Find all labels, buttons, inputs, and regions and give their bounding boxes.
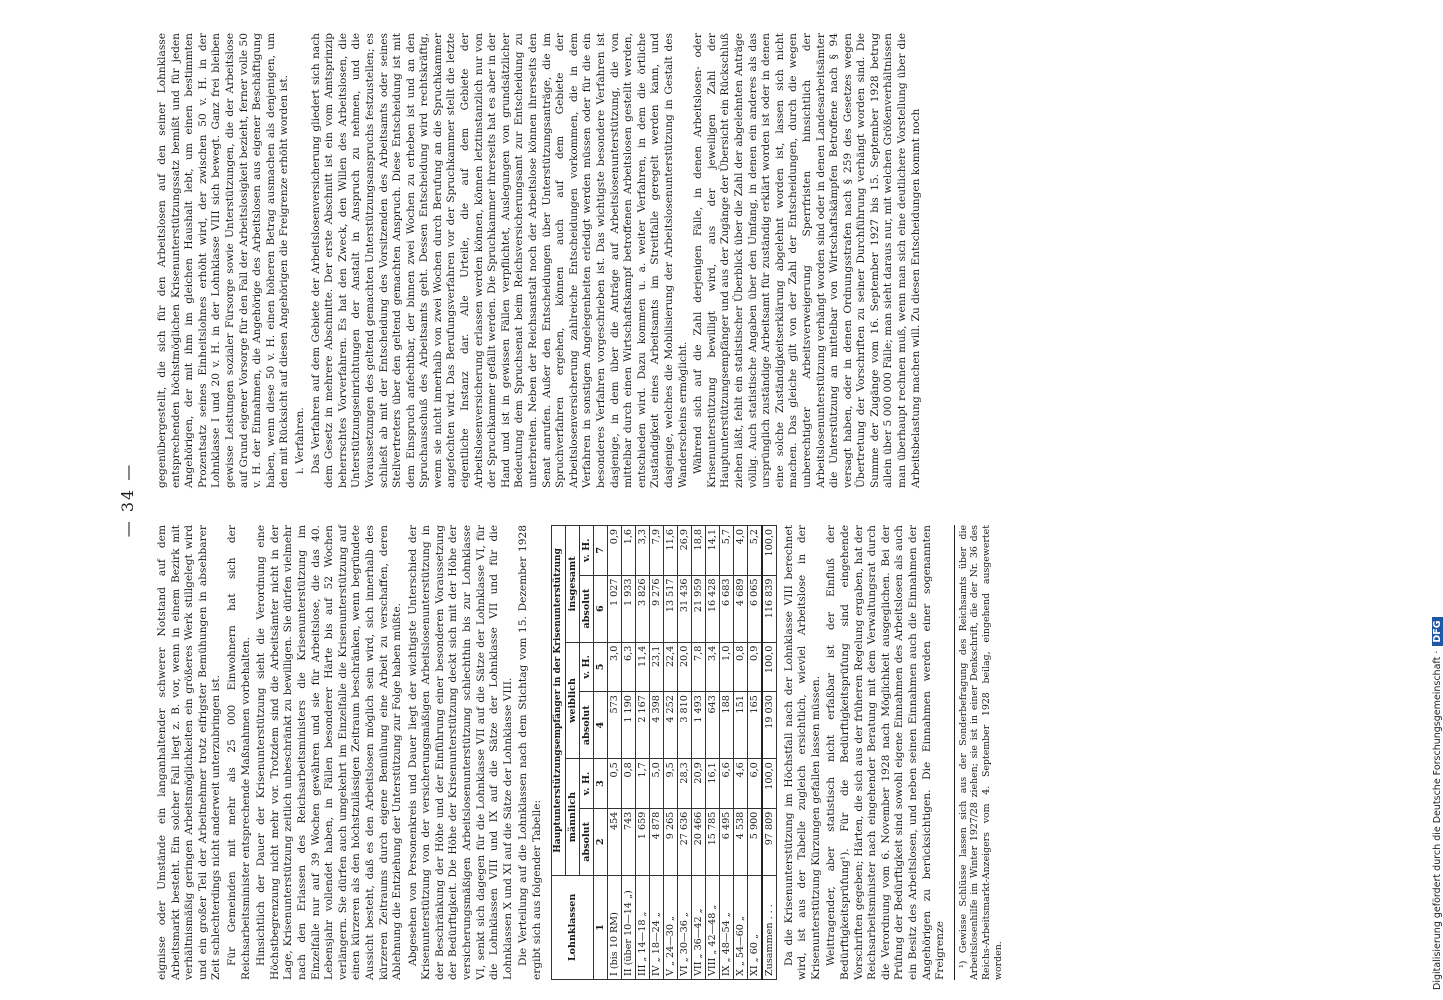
table-row [635, 526, 649, 980]
table-cell: 11,6 [663, 526, 677, 576]
table-header-vh: v. H. [579, 759, 593, 808]
table-cell: 1 027 [607, 575, 621, 642]
table-cell: 6 065 [747, 575, 762, 642]
table-cell: 454 [607, 808, 621, 875]
table-cell: 28,3 [677, 759, 691, 808]
table-header-vh: v. H. [579, 526, 593, 576]
table-cell: 4 398 [649, 692, 663, 759]
table-row [733, 526, 747, 980]
table-cell: 0,9 [747, 642, 762, 691]
table-cell: 15 785 [705, 808, 719, 875]
table-cell: 7,8 [691, 642, 705, 691]
table-row [677, 526, 691, 980]
table-cell: 23,1 [649, 642, 663, 691]
table-column-number: 3 [593, 759, 607, 808]
footnote-text: ¹) Gewisse Schlüsse lassen sich aus der Sonderbefragung des Reichsamts über die Arbeitslosenhilfe im Winter 1927/28 ziehen; sie ist in einer Denkschrift, die der Nr. 36 des Reichs-Arbeitsmarkt-Anzeigers vom 4. September 1928 beilag, eingehend ausgewertet worden. [957, 525, 1004, 980]
table-cell-lohnklasse: II (über 10—14 „) [621, 875, 635, 979]
table-cell: 9 265 [663, 808, 677, 875]
table-cell: 3,3 [635, 526, 649, 576]
table-header-insgesamt: insgesamt [565, 526, 579, 643]
table-cell: 1,0 [719, 642, 733, 691]
table-header-weiblich: weiblich [565, 642, 579, 759]
paragraph: Während sich auf die Zahl derjenigen Fälle, in denen Arbeitslosen- oder Krisenunterstützung bewilligt wird, aus der jeweiligen Zahl der Hauptunterstützungsempfänger und aus der Zugänge der Übersicht ein Rückschluß ziehen läßt, fehlt ein statistischer Überblick über die Zahl der abgelehnten Anträge völlig. Auch statistische Angaben über den Umfang, in denen ein anderes als das ursprünglich zuständige Arbeitsamt für zuständig erklärt worden ist oder in denen eine solche Zuständigkeitserklärung abgelehnt worden ist, lassen sich nicht machen. Das gleiche gilt von der Zahl der Entscheidungen, durch die wegen unberechtigter Arbeitsverweigerung Sperrfristen hinsichtlich der Arbeitslosenunterstützung verhängt worden sind oder in denen Landesarbeitsämter die Unterstützung an mittelbar von Wirtschaftskämpfen Betroffene nach § 94 versagt haben, oder in denen Ordnungsstrafen nach § 259 des Gesetzes wegen Übertretung der Vorschriften zu seiner Durchführung verhängt worden sind. Die Summe der Zugänge vom 16. September 1927 bis 15. September 1928 betrug allein über 5 000 000 Fälle; man sieht daraus nur, mit welchen Größenverhältnissen man überhaupt rechnen muß, wenn man sich eine deutlichere Vorstellung über die Arbeitsbelastung machen will. Zu diesen Entscheidungen kommt noch [692, 33, 922, 488]
table-cell: 2 167 [635, 692, 649, 759]
table-cell: 1,7 [635, 759, 649, 808]
table-cell: 1 659 [635, 808, 649, 875]
table-header-absolut: absolut [579, 808, 593, 875]
table-cell: 26,9 [677, 526, 691, 576]
table-cell: 3,0 [607, 642, 621, 691]
section-heading: i. Verfahren. [293, 407, 306, 474]
table-cell-total: 116 839 [762, 575, 777, 642]
table-cell: 188 [719, 692, 733, 759]
table-cell: 22,4 [663, 642, 677, 691]
table-cell: 6 495 [719, 808, 733, 875]
table-cell-total: 100,0 [762, 526, 777, 576]
table-cell: 20,9 [691, 759, 705, 808]
table-cell: 6,6 [719, 759, 733, 808]
left-column [156, 525, 1004, 980]
table-cell: 18,8 [691, 526, 705, 576]
table-cell: 1 493 [691, 692, 705, 759]
table-cell: 0,8 [621, 759, 635, 808]
table-row [607, 526, 621, 980]
table-header-lohnklassen: Lohnklassen [551, 875, 593, 979]
table-cell-total: 97 809 [762, 808, 777, 875]
table-cell-lohnklasse: III „ 14—18 „ [635, 875, 649, 979]
table-cell: 16,1 [705, 759, 719, 808]
paragraph: Da die Krisenunterstützung im Höchstfall nach der Lohnklasse VIII berechnet wird, ist aus der Tabelle zugleich ersichtlich, wieviel Arbeitslose in der Krisenunterstützung Kürzungen gefallen lassen müssen. [782, 525, 822, 980]
table-row [705, 526, 719, 980]
table-cell-total: 100,0 [762, 759, 777, 808]
table-cell: 1 190 [621, 692, 635, 759]
table-row [719, 526, 733, 980]
table-cell: 4 689 [733, 575, 747, 642]
table-cell: 6 683 [719, 575, 733, 642]
table-cell: 14,1 [705, 526, 719, 576]
table-cell-lohnklasse: VII „ 36—42 „ [691, 875, 705, 979]
table-cell: 11,4 [635, 642, 649, 691]
table-cell-total: 100,0 [762, 642, 777, 691]
table-cell: 1,6 [621, 526, 635, 576]
table-cell: 0,5 [607, 759, 621, 808]
table-cell-lohnklasse: IX „ 48—54 „ [719, 875, 733, 979]
table-column-number: 6 [593, 575, 607, 642]
table-column-number: 2 [593, 808, 607, 875]
table-cell: 165 [747, 692, 762, 759]
footnote [954, 525, 1004, 980]
table-cell: 3 810 [677, 692, 691, 759]
page-number: — 34 — [118, 462, 137, 538]
lohnklassen-table [551, 525, 777, 980]
table-cell-lohnklasse: VI „ 30—36 „ [677, 875, 691, 979]
table-cell: 1 933 [621, 575, 635, 642]
table-header-main: Hauptunterstützungsempfänger in der Krisenunterstützung [551, 526, 565, 876]
paragraph: Für Gemeinden mit mehr als 25 000 Einwohnern hat sich der Reichsarbeitsminister entsprechende Maßnahmen vorbehalten. [225, 525, 252, 980]
paragraph: gegenübergestellt, die sich für den Arbeitslosen auf den seiner Lohnklasse entsprechenden höchstmöglichen Krisenunterstützungssatz bemißt und für jeden Angehörigen, der mit ihm im gleichen Haushalt lebt, um einen bestimmten Prozentsatz seines Einheitslohnes erhöht wird, der zwischen 50 v. H. in der Lohnklasse I und 20 v. H. in der Lohnklasse VIII sich bewegt. Ganz frei bleiben gewisse Leistungen sozialer Fürsorge sowie Unterstützungen, die der Arbeitslose auf Grund eigener Vorsorge für den Fall der Arbeitslosigkeit bezieht, ferner volle 50 v. H. der Einnahmen, die Angehörige des Arbeitslosen aus eigener Beschäftigung haben, wenn diese 50 v. H. einen höheren Betrag ausmachen als denjenigen, um den mit Rücksicht auf diesen Angehörigen die Freigrenze erhöht worden ist. [156, 33, 291, 488]
table-cell: 9 276 [649, 575, 663, 642]
table-cell: 4 878 [649, 808, 663, 875]
table-column-number-row [593, 526, 607, 980]
table-header-absolut: absolut [579, 575, 593, 642]
table-cell-lohnklasse: X „ 54—60 „ [733, 875, 747, 979]
table-cell: 5,0 [649, 759, 663, 808]
table-cell: 4 538 [733, 808, 747, 875]
digitization-caption [1420, 10, 1443, 990]
table-cell: 4,6 [733, 759, 747, 808]
table-column-number: 1 [593, 875, 607, 979]
table-cell: 27 636 [677, 808, 691, 875]
paragraph: eignisse oder Umstände ein langanhaltender schwerer Notstand auf dem Arbeitsmarkt besteht. Ein solcher Fall liegt z. B. vor, wenn in einem Bezirk mit verhältnismäßig geringen Arbeitsmöglichkeiten ein größeres Werk stillgelegt wird und ein großer Teil der Arbeitnehmer trotz eifrigster Bemühungen in absehbarer Zeit schlechterdings nicht anderweit unterzubringen ist. [156, 525, 223, 980]
table-cell: 6,3 [621, 642, 635, 691]
table-cell: 4,0 [733, 526, 747, 576]
table-cell: 7,9 [649, 526, 663, 576]
table-cell: 0,9 [607, 526, 621, 576]
table-cell: 3 826 [635, 575, 649, 642]
caption-text: Digitalisierung gefördert durch die Deutsche Forschungsgemeinschaft · [1432, 650, 1443, 990]
right-column [156, 33, 925, 488]
table-cell: 4 252 [663, 692, 677, 759]
table-cell: 9,5 [663, 759, 677, 808]
table-cell-lohnklasse: I (bis 10 RM) [607, 875, 621, 979]
paragraph: Abgesehen von Personenkreis und Dauer liegt der wichtigste Unterschied der Krisenunterstützung von der versicherungsmäßigen Arbeitslosenunterstützung in der Beschränkung der Höhe und der Einführung einer besonderen Voraussetzung der Bedürftigkeit. Die Höhe der Krisenunterstützung deckt sich mit der Höhe der versicherungsmäßigen Arbeitslosenunterstützung schlechthin bis zur Lohnklasse VI, senkt sich dagegen für die Lohnklasse VII auf die Sätze der Lohnklasse VI, für die Lohnklassen VIII und IX auf die Sätze der Lohnklasse VII und für die Lohnklassen X und XI auf die Sätze der Lohnklasse VIII. [406, 525, 514, 980]
paragraph: Weittragender, aber statistisch nicht erfaßbar ist der Einfluß der Bedürftigkeitsprüfung¹). Für die Bedürftigkeitsprüfung sind eingehende Vorschriften gegeben; Härten, die sich aus der früheren Regelung ergaben, hat der Reichsarbeitsminister nach eingehender Beratung mit dem Verwaltungsrat durch die Verordnung vom 6. November 1928 nach Möglichkeit ausgeglichen. Bei der Prüfung der Bedürftigkeit sind sowohl eigene Einnahmen des Arbeitslosen als auch ein Besitz des Arbeitslosen, und neben seinen Einnahmen auch die Einnahmen der Angehörigen zu berücksichtigen. Die Einnahmen werden einer sogenannten Freigrenze [825, 525, 947, 980]
paragraph: Die Verteilung auf die Lohnklassen nach dem Stichtag vom 15. Dezember 1928 ergibt sich aus folgender Tabelle: [517, 525, 544, 980]
table-cell-lohnklasse: V „ 24—30 „ [663, 875, 677, 979]
table-cell-total-label: Zusammen . . . [762, 875, 777, 979]
table-body [607, 526, 776, 980]
table-cell-total: 19 030 [762, 692, 777, 759]
paragraph: Hinsichtlich der Dauer der Krisenunterstützung sieht die Verordnung eine Höchstbegrenzung nicht mehr vor. Trotzdem sind die Arbeitsämter nicht in der Lage, Krisenunterstützung zeitlich unbeschränkt zu bewilligen. Sie dürfen vielmehr nach den Erlassen des Reichsarbeitsministers die Krisenunterstützung im Einzelfalle nur auf 39 Wochen gewähren und sie für Arbeitslose, die das 40. Lebensjahr vollendet haben, in Fällen besonderer Härte bis auf 52 Wochen verlängern. Sie dürfen auch umgekehrt im Einzelfalle die Krisenunterstützung auf einen kürzeren als den höchstzulässigen Zeitraum beschränken, wenn begründete Aussicht besteht, daß es den Arbeitslosen möglich sein wird, sich innerhalb des kürzeren Zeitraums durch eigene Bemühung eine Arbeit zu verschaffen, deren Ablehnung die Entziehung der Unterstützung zur Folge haben müßte. [255, 525, 404, 980]
table-cell: 5,7 [719, 526, 733, 576]
table-column-number: 5 [593, 642, 607, 691]
table-cell: 20,0 [677, 642, 691, 691]
table-cell: 5,2 [747, 526, 762, 576]
table-cell: 21 959 [691, 575, 705, 642]
rotated-page-content [112, 20, 1432, 980]
table-cell-lohnklasse: VIII „ 42—48 „ [705, 875, 719, 979]
table-row [649, 526, 663, 980]
table-cell: 6,0 [747, 759, 762, 808]
table-header-maennlich: männlich [565, 759, 579, 876]
table-row [621, 526, 635, 980]
table-cell: 3,4 [705, 642, 719, 691]
table-row [663, 526, 677, 980]
table-cell-lohnklasse: IV „ 18—24 „ [649, 875, 663, 979]
table-column-number: 4 [593, 692, 607, 759]
table-column-number: 7 [593, 526, 607, 576]
table-cell: 573 [607, 692, 621, 759]
table-cell: 643 [705, 692, 719, 759]
table-cell: 13 517 [663, 575, 677, 642]
table-header-vh: v. H. [579, 642, 593, 691]
paragraph: Das Verfahren auf dem Gebiete der Arbeitslosenversicherung gliedert sich nach dem Gesetz in mehrere Abschnitte. Der erste Abschnitt ist ein vom Amtsprinzip beherrschtes Vorverfahren. Es hat den Zweck, den Willen des Arbeitslosen, die Unterstützungseinrichtungen der Anstalt in Anspruch zu nehmen, und die Voraussetzungen des geltend gemachten Unterstützungsanspruchs festzustellen; es schließt ab mit der Entscheidung des Vorsitzenden des Arbeitsamts oder seines Stellvertreters über den geltend gemachten Anspruch. Diese Entscheidung ist mit dem Einspruch anfechtbar, der binnen zwei Wochen zu erheben ist und an den Spruchausschuß des Arbeitsamts geht. Dessen Entscheidung wird rechtskräftig, wenn sie nicht innerhalb von zwei Wochen durch Berufung an die Spruchkammer angefochten wird. Das Berufungsverfahren vor der Spruchkammer stellt die letzte eigentliche Instanz dar. Alle Urteile, die auf dem Gebiete der Arbeitslosenversicherung erlassen werden können, können letztinstanzlich nur von der Spruchkammer gefällt werden. Die Spruchkammer ihrerseits hat es aber in der Hand und ist in gewissen Fällen verpflichtet, Auslegungen von grundsätzlicher Bedeutung dem Spruchsenat beim Reichsversicherungsamt zur Entscheidung zu unterbreiten. Neben der Reichsanstalt noch der Arbeitslose können ihrerseits den Senat anrufen. Außer den Entscheidungen über Unterstützungsanträge, die im Spruchverfahren ergehen, können auch auf dem Gebiete der Arbeitslosenversicherung zahlreiche Entscheidungen vorkommen, die in dem Verfahren in sonstigen Angelegenheiten erledigt werden müssen oder für die ein besonderes Verfahren vorgeschrieben ist. Das wichtigste besondere Verfahren ist dasjenige, in dem über die Anträge auf Arbeitslosenunterstützung, die von mittelbar durch einen Wirtschaftskampf betroffenen Arbeitslosen gestellt werden, entschieden wird. Dazu kommen u. a. weiter Verfahren, in dem die örtliche Zuständigkeit eines Arbeitsamts im Streitfalle geregelt werden kann, und dasjenige, welches die Mobilisierung der Arbeitslosenunterstützung in Gestalt des Wanderscheins ermöglicht. [309, 33, 689, 488]
table-cell: 16 428 [705, 575, 719, 642]
table-cell: 20 466 [691, 808, 705, 875]
table-cell: 151 [733, 692, 747, 759]
table-row [691, 526, 705, 980]
table-row [747, 526, 762, 980]
table-header-absolut: absolut [579, 692, 593, 759]
dfg-logo: DFG [1432, 617, 1443, 645]
table-cell: 31 436 [677, 575, 691, 642]
table-cell: 743 [621, 808, 635, 875]
table-cell: 0,8 [733, 642, 747, 691]
table-total-row [762, 526, 777, 980]
table-cell-lohnklasse: XI „ 60 „ [747, 875, 762, 979]
table-cell: 5 900 [747, 808, 762, 875]
